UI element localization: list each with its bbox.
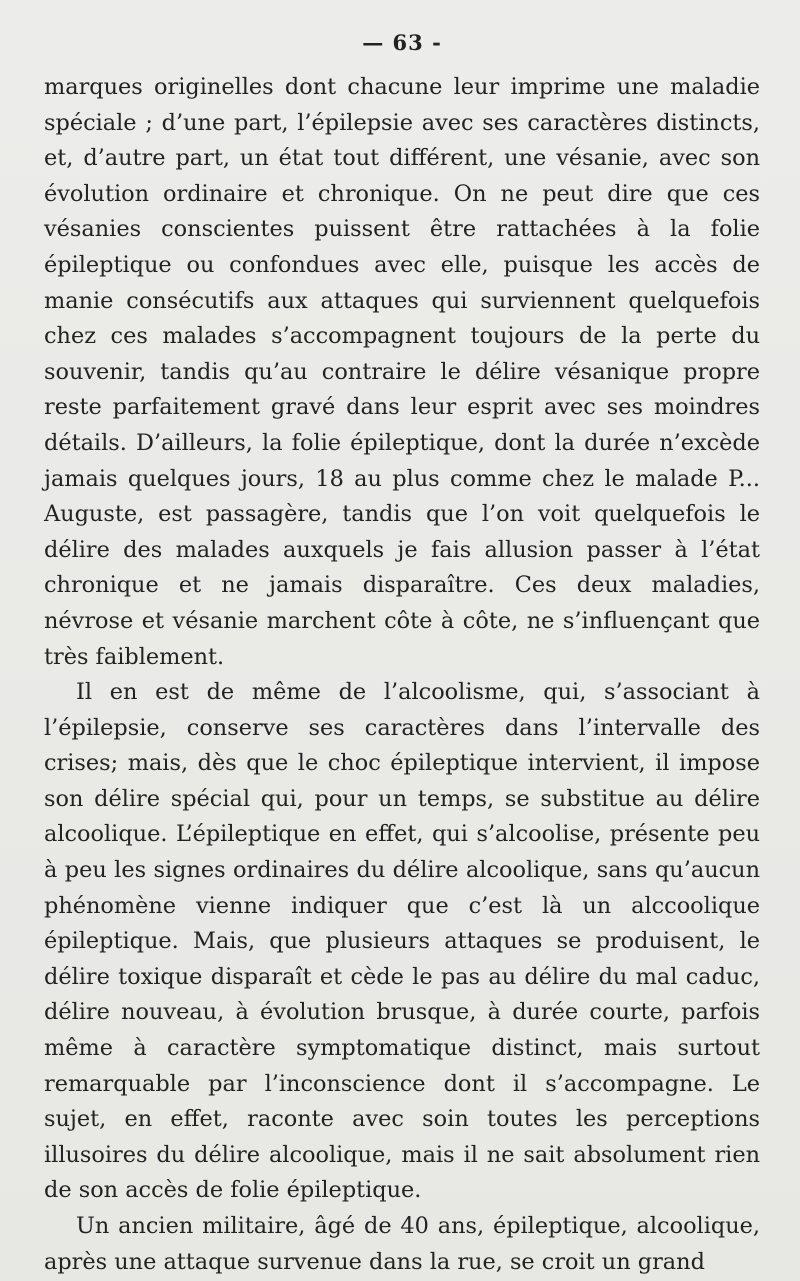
page-number: — 63 - <box>362 30 442 55</box>
paragraph-3: Un ancien militaire, âgé de 40 ans, épileptique, alcoolique, après une attaque survenue dans la rue, se croit un grand <box>44 1213 760 1275</box>
body-text <box>44 70 760 1280</box>
paragraph-2: Il en est de même de l’alcoolisme, qui, s’associant à l’épilepsie, conserve ses caractères dans l’intervalle des crises; mais, dès que le choc épileptique intervient, il impose son délire spécial qui, pour un temps, se substitue au délire alcoolique. L’épileptique en effet, qui s’alcoolise, présente peu à peu les signes ordinaires du délire alcoolique, sans qu’aucun phénomène vienne indiquer que c’est là un alccoolique épileptique. Mais, que plusieurs attaques se produisent, le délire toxique disparaît et cède le pas au délire du mal caduc, délire nouveau, à évolution brusque, à durée courte, parfois même à caractère symptomatique distinct, mais surtout remarquable par l’inconscience dont il s’accompagne. Le sujet, en effet, raconte avec soin toutes les perceptions illusoires du délire alcoolique, mais il ne sait absolument rien de son accès de folie épileptique. <box>44 679 760 1204</box>
paragraph-1: marques originelles dont chacune leur imprime une maladie spéciale ; d’une part, l’épilepsie avec ses caractères distincts, et, d’autre part, un état tout différent, une vésanie, avec son évolution ordinaire et chronique. On ne peut dire que ces vésanies conscientes puissent être rattachées à la folie épileptique ou confondues avec elle, puisque les accès de manie consécutifs aux attaques qui surviennent quelquefois chez ces malades s’accompagnent toujours de la perte du souvenir, tandis qu’au contraire le délire vésanique propre reste parfaitement gravé dans leur esprit avec ses moindres détails. D’ailleurs, la folie épileptique, dont la durée n’excède jamais quelques jours, 18 au plus comme chez le malade P... Auguste, est passagère, tandis que l’on voit quelquefois le délire des malades auxquels je fais allusion passer à l’état chronique et ne jamais disparaître. Ces deux maladies, névrose et vésanie marchent côte à côte, ne s’influençant que très faiblement. <box>44 74 760 670</box>
